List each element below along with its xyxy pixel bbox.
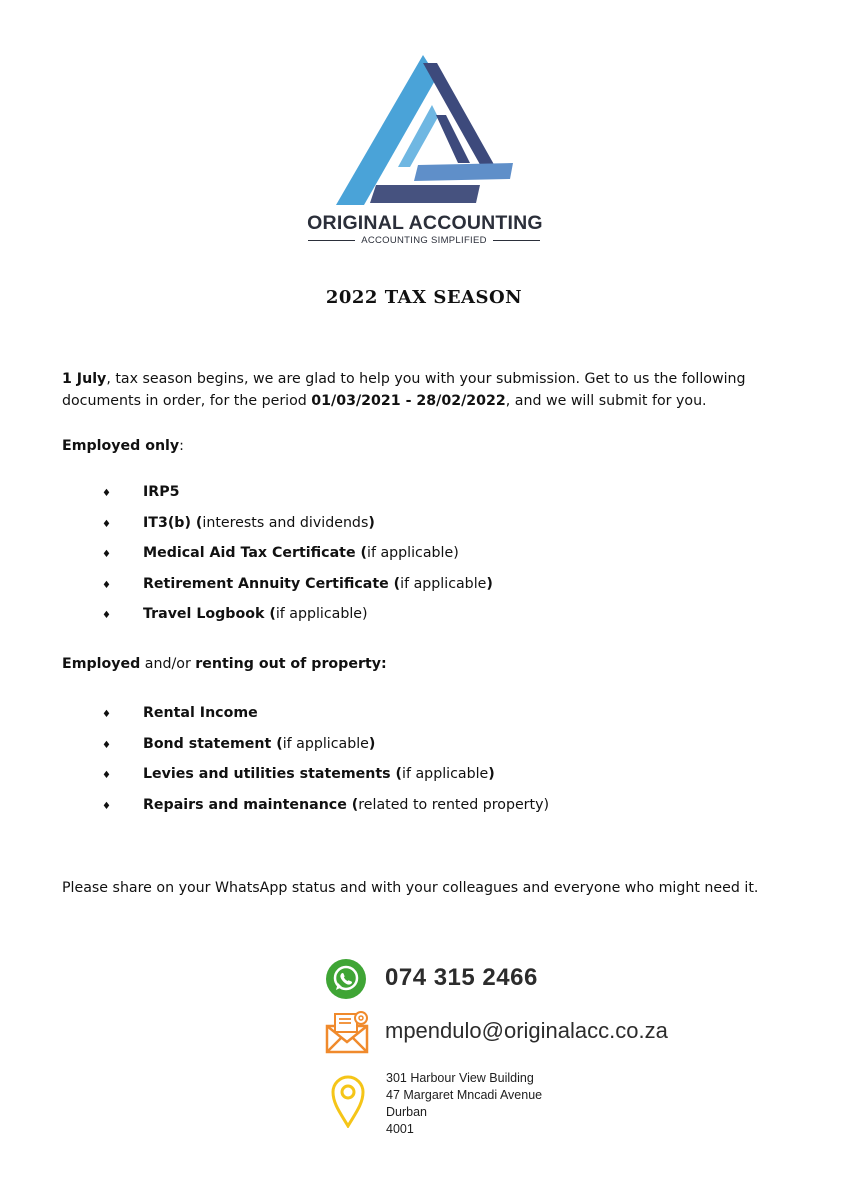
item-bold: IRP5 — [143, 484, 180, 500]
employed-heading — [62, 438, 184, 454]
employed-heading-tail: : — [179, 438, 184, 454]
intro-text-b: , and we will submit for you. — [505, 393, 707, 409]
bullet-diamond-icon: ♦ — [102, 739, 111, 751]
employed-heading-bold: Employed only — [62, 438, 180, 454]
list-item — [102, 765, 549, 796]
item-rest: if applicable — [282, 735, 369, 752]
item-close: ) — [486, 575, 493, 592]
email-envelope-icon — [325, 1010, 371, 1058]
list-item — [102, 544, 493, 575]
location-pin-icon — [331, 1074, 365, 1132]
item-rest: if applicable — [400, 575, 487, 592]
list-item — [102, 575, 493, 606]
logo-triangle-icon — [330, 55, 520, 207]
list-item — [102, 514, 493, 545]
item-bold: Travel Logbook ( — [143, 606, 276, 622]
phone-number[interactable]: 074 315 2466 — [385, 964, 538, 991]
rental-heading-mid: and/or — [140, 656, 196, 672]
employed-documents-list — [102, 483, 493, 636]
bullet-diamond-icon: ♦ — [102, 709, 111, 720]
item-rest: if applicable) — [275, 606, 368, 622]
intro-date: 1 July — [62, 371, 107, 387]
bullet-diamond-icon: ♦ — [102, 488, 111, 499]
bullet-diamond-icon: ♦ — [102, 610, 111, 621]
bullet-diamond-icon: ♦ — [102, 518, 111, 530]
address-line: 301 Harbour View Building — [386, 1071, 534, 1085]
bullet-diamond-icon: ♦ — [102, 549, 111, 560]
rental-heading-bold-1: Employed — [62, 656, 141, 672]
list-item — [102, 796, 549, 827]
item-rest: if applicable — [402, 766, 489, 782]
item-close: ) — [368, 514, 375, 531]
item-bold: Levies and utilities statements ( — [143, 766, 403, 782]
postal-address — [386, 1070, 542, 1138]
item-close: ) — [368, 735, 376, 752]
document-title: 2022 TAX SEASON — [325, 287, 523, 308]
item-rest: if applicable) — [367, 545, 459, 561]
brand-tagline: ACCOUNTING SIMPLIFIED — [361, 235, 487, 246]
list-item — [102, 735, 549, 766]
item-bold: Repairs and maintenance ( — [143, 796, 359, 813]
tagline-row — [308, 235, 540, 246]
whatsapp-icon — [325, 958, 367, 1004]
tagline-line-left — [308, 240, 355, 241]
address-line: 4001 — [386, 1122, 414, 1136]
item-close: ) — [488, 766, 495, 782]
item-rest: related to rented property) — [358, 796, 550, 813]
brand-name: ORIGINAL ACCOUNTING — [307, 212, 543, 234]
intro-paragraph — [62, 368, 792, 412]
intro-period: 01/03/2021 - 28/02/2022 — [311, 393, 506, 409]
bullet-diamond-icon: ♦ — [102, 800, 111, 812]
company-logo — [300, 55, 550, 250]
rental-heading — [62, 656, 387, 672]
share-message: Please share on your WhatsApp status and with your colleagues and everyone who might need it. — [62, 880, 759, 896]
address-line: 47 Margaret Mncadi Avenue — [386, 1088, 543, 1102]
list-item — [102, 483, 493, 514]
item-bold: IT3(b) ( — [143, 514, 203, 531]
address-line: Durban — [386, 1105, 427, 1119]
item-bold: Rental Income — [143, 705, 258, 721]
bullet-diamond-icon: ♦ — [102, 770, 111, 781]
list-item — [102, 704, 549, 735]
item-bold: Retirement Annuity Certificate ( — [143, 575, 401, 592]
tagline-line-right — [493, 240, 540, 241]
rental-documents-list — [102, 704, 549, 826]
list-item — [102, 605, 493, 636]
item-bold: Medical Aid Tax Certificate ( — [143, 545, 367, 561]
email-address[interactable]: mpendulo@originalacc.co.za — [385, 1018, 668, 1043]
rental-heading-bold-2: renting out of property: — [195, 656, 387, 672]
item-bold: Bond statement ( — [143, 735, 283, 752]
intro-text-a: , tax season begins, we are glad to help you with your submission. Get to us the following documents in order, for the period — [62, 371, 746, 409]
bullet-diamond-icon: ♦ — [102, 579, 111, 591]
item-rest: interests and dividends — [202, 514, 369, 531]
